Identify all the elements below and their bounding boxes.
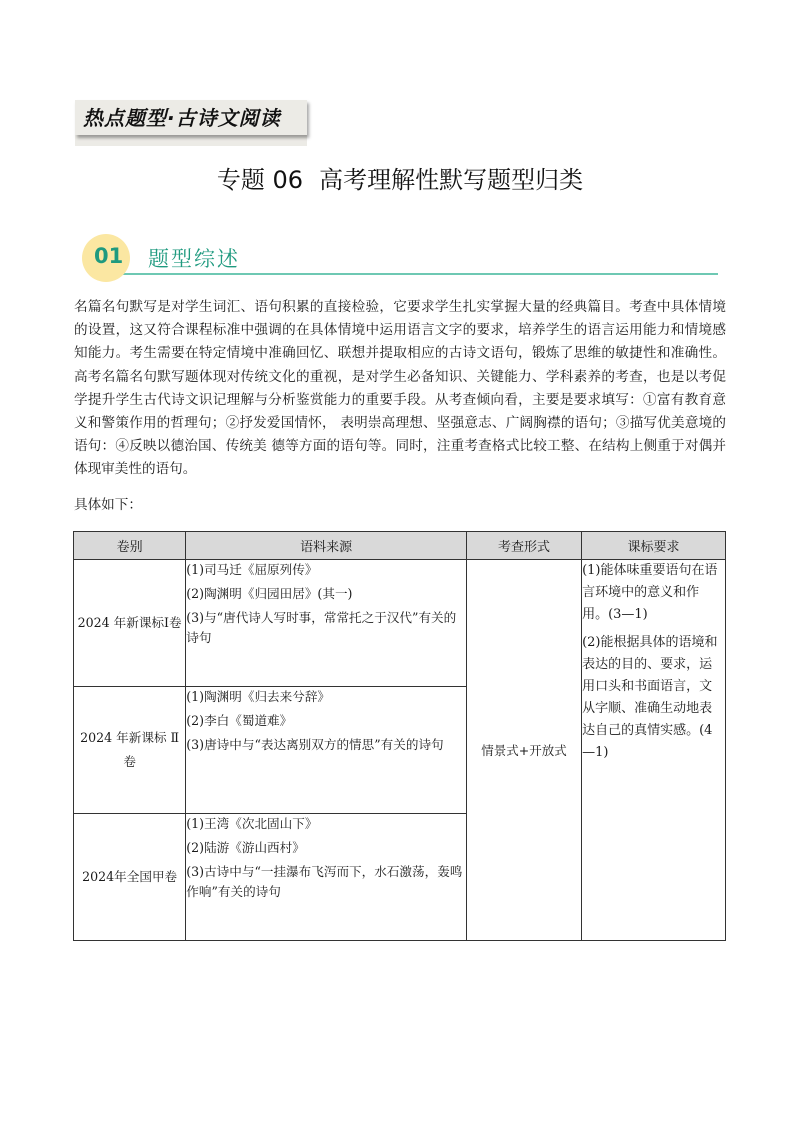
- source-cell: [186, 560, 467, 687]
- source-cell: [186, 814, 467, 941]
- intro-lead: 具体如下：: [74, 497, 142, 513]
- section-number: 01: [94, 244, 124, 268]
- source-item: (2)陆游《游山西村》: [186, 840, 305, 855]
- header-source: 语料来源: [186, 532, 467, 560]
- source-item: (1)王湾《次北固山下》: [186, 816, 318, 831]
- intro-text: [74, 296, 726, 482]
- header-requirement: 课标要求: [582, 532, 726, 560]
- exam-name: 2024年全国甲卷: [74, 814, 186, 941]
- source-cell: [186, 687, 467, 814]
- table-row: [74, 560, 726, 687]
- topic-banner: [75, 100, 307, 146]
- section-label: 题型综述: [148, 247, 240, 271]
- source-item: (1)司马迁《屈原列传》: [186, 562, 318, 577]
- source-item: (2)陶渊明《归园田居》(其一): [186, 586, 353, 601]
- intro-paragraph: 名篇名句默写是对学生词汇、语句积累的直接检验，它要求学生扎实掌握大量的经典篇目。考查中具体情境的设置，这又符合课程标准中强调的在具体情境中运用语言文字的要求，培养学生的语言运用能力和情境感知能力。考生需要在特定情境中准确回忆、联想并提取相应的古诗文语句，锻炼了思维的敏捷性和准确性。高考名篇名句默写题体现对传统文化的重视，是对学生必备知识、关键能力、学科素养的考查，也是以考促学提升学生古代诗文识记理解与分析鉴赏能力的重要手段。从考查倾向看，主要是要求填写：①富有教育意义和警策作用的哲理句；②抒发爱国情怀， 表明崇高理想、坚强意志、广阔胸襟的语句；③描写优美意境的语句：④反映以德治国、传统美 德等方面的语句等。同时，注重考查格式比较工整、在结构上侧重于对偶并体现审美性的语句。: [74, 299, 726, 478]
- source-item: (3)与“唐代诗人写时事，常常托之于汉代”有关的诗句: [186, 610, 457, 645]
- page-title: [0, 160, 800, 195]
- header-exam: 卷别: [74, 532, 186, 560]
- exam-name: 2024 年新课标Ⅰ卷: [74, 560, 186, 687]
- source-item: (1)陶渊明《归去来兮辞》: [186, 689, 331, 704]
- requirement-item: (2)能根据具体的语境和表达的目的、要求，运用口头和书面语言，文从字顺、准确生动地表达自己的真情实感。(4—1): [582, 635, 718, 760]
- source-item: (3)唐诗中与“表达离别双方的情思”有关的诗句: [186, 737, 444, 752]
- source-item: (3)古诗中与“一挂瀑布飞泻而下，水石激荡，轰鸣作响”有关的诗句: [186, 864, 463, 899]
- exam-name: 2024 年新课标 Ⅱ 卷: [74, 687, 186, 814]
- banner-text: 热点题型·古诗文阅读: [83, 106, 281, 130]
- header-form: 考查形式: [466, 532, 581, 560]
- title-name: 高考理解性默写题型归类: [319, 166, 584, 194]
- requirement-item: (1)能体味重要语句在语言环境中的意义和作用。(3—1): [582, 563, 718, 622]
- table-header-row: [74, 532, 726, 560]
- section-underline: [108, 273, 718, 275]
- exam-table: [73, 531, 726, 941]
- exam-form: 情景式+开放式: [466, 560, 581, 941]
- source-item: (2)李白《蜀道难》: [186, 713, 293, 728]
- requirement-cell: [582, 560, 726, 941]
- section-header: [78, 232, 720, 280]
- title-topic: 专题 06: [216, 166, 304, 194]
